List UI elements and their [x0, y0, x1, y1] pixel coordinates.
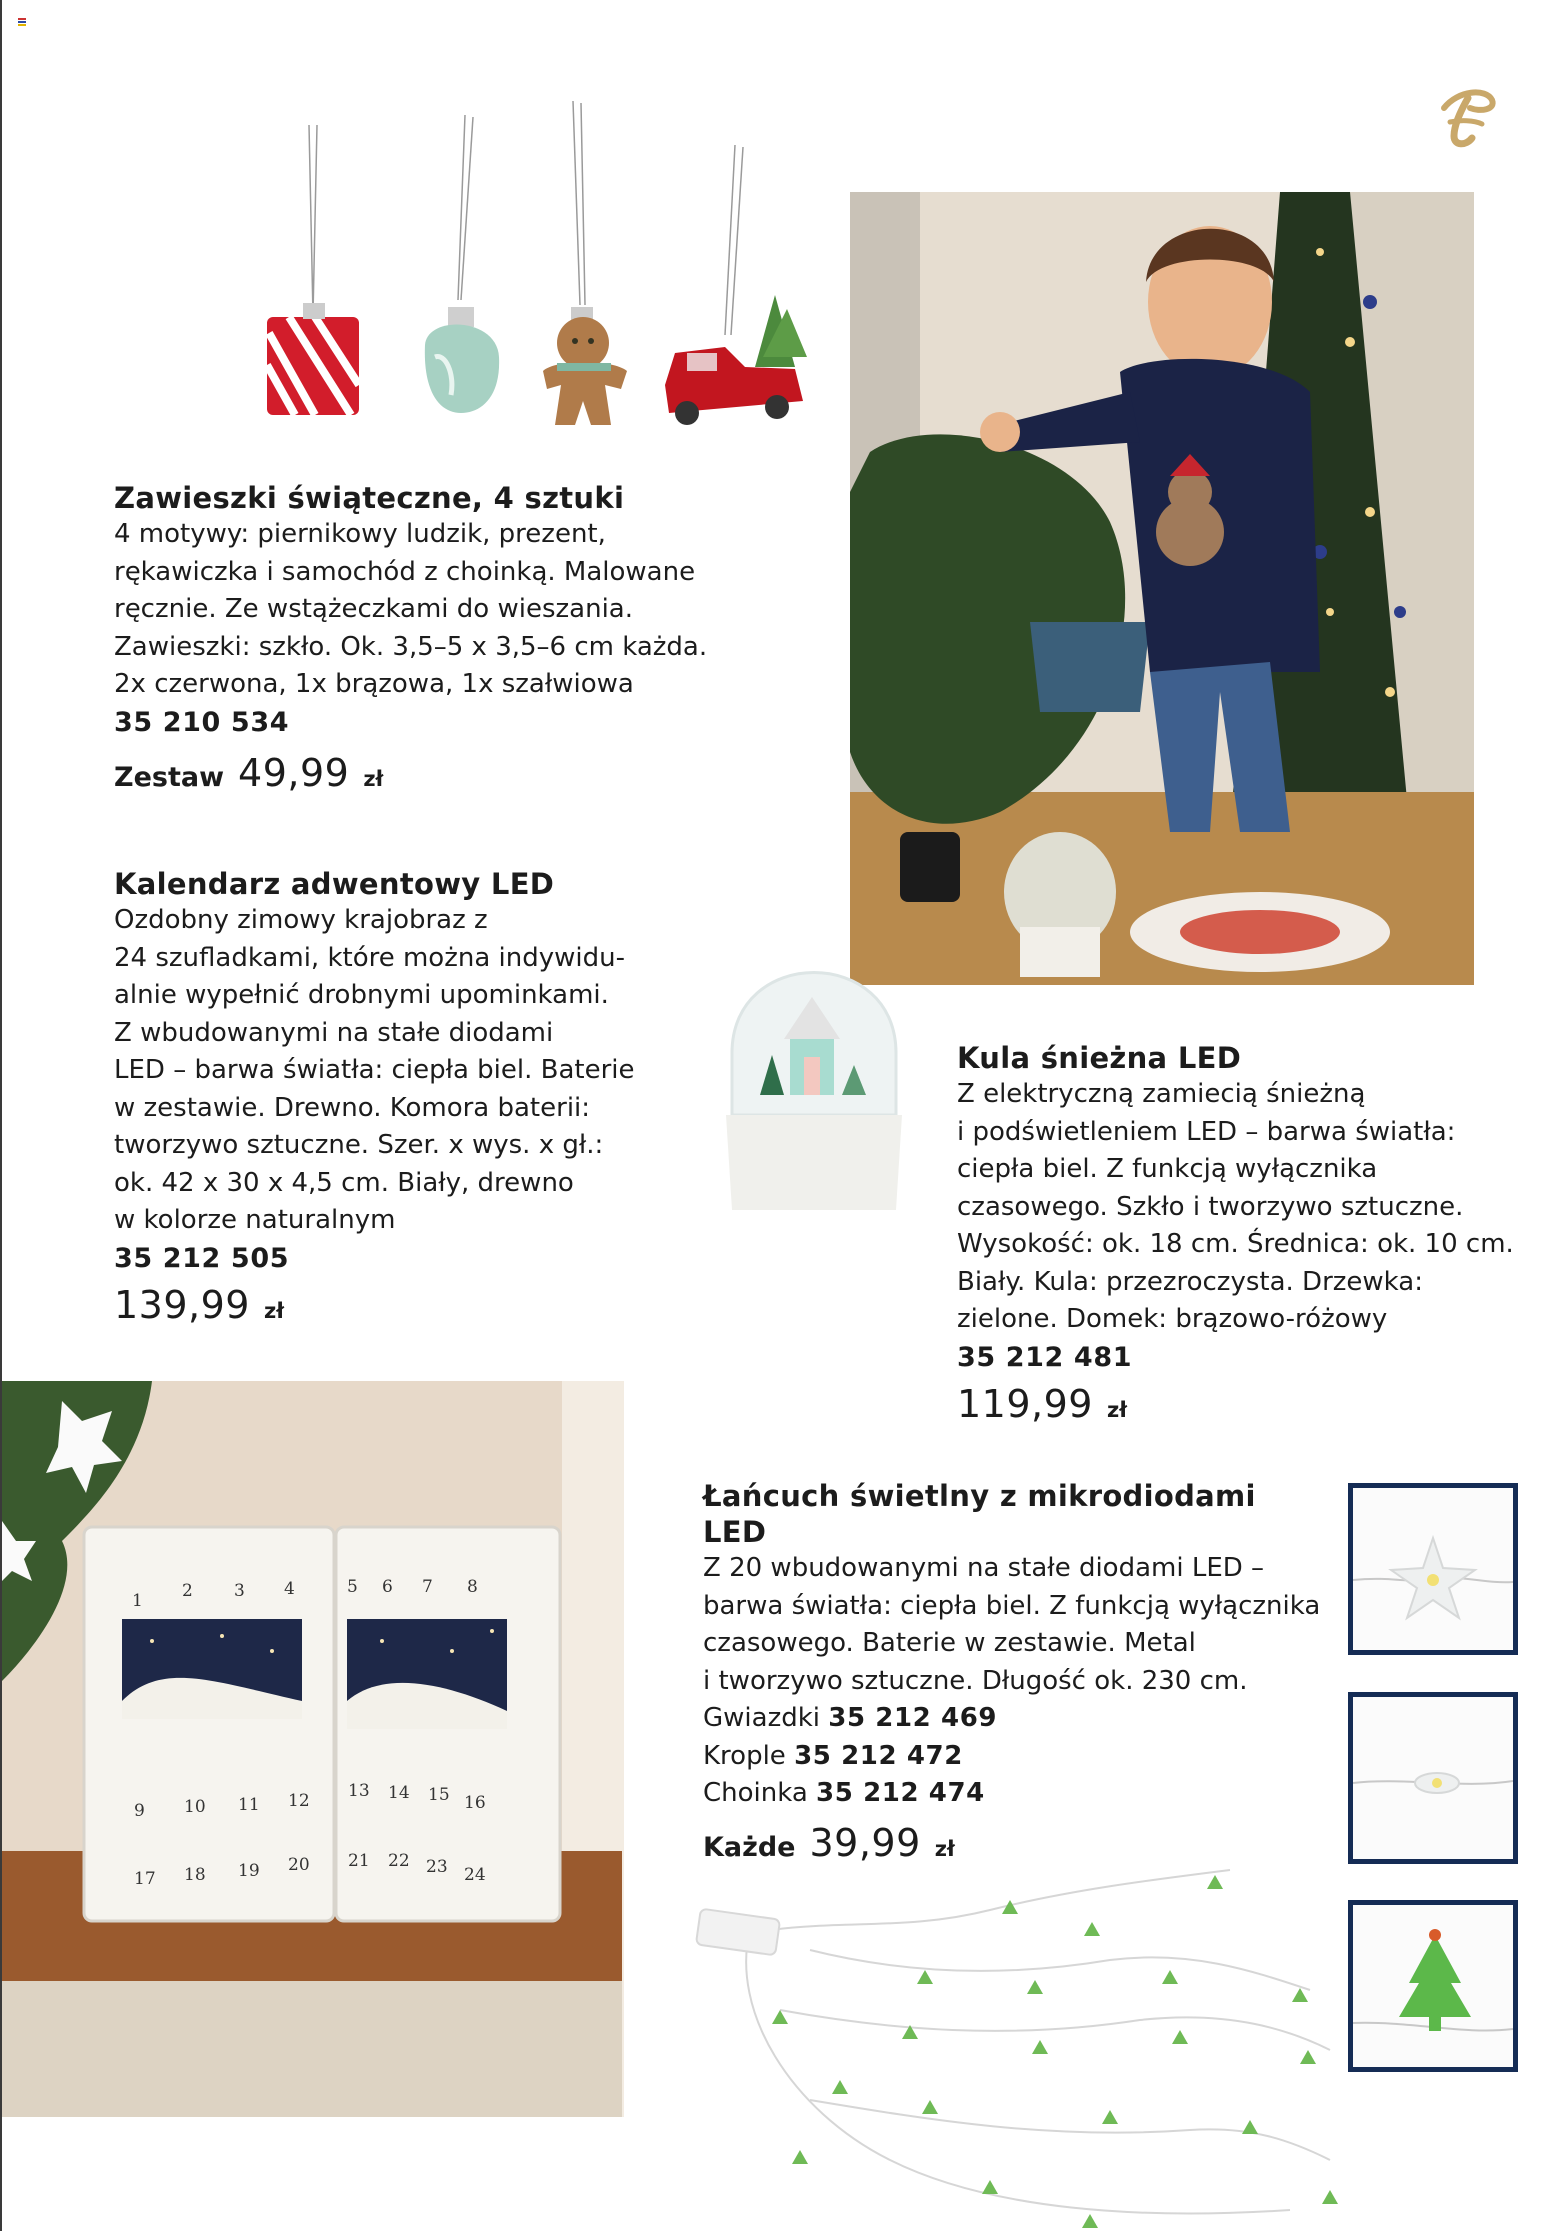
- description-line: Wysokość: ok. 18 cm. Średnica: ok. 10 cm.: [957, 1229, 1514, 1259]
- description-line: alnie wypełnić drobnymi upominkami.: [114, 980, 609, 1010]
- variant-label: Krople: [703, 1740, 786, 1771]
- description-line: zielone. Domek: brązowo-różowy: [957, 1304, 1388, 1334]
- product-description: [957, 1076, 1517, 1339]
- price-prefix: Każde: [703, 1831, 796, 1863]
- product-title: Zawieszki świąteczne, 4 sztuki: [114, 481, 625, 515]
- variant-code: 35 212 474: [816, 1778, 985, 1808]
- calendar-number: 1: [132, 1591, 143, 1611]
- product-code: 35 210 534: [114, 706, 290, 738]
- variant-choinka: [703, 1775, 1323, 1813]
- price-currency: zł: [363, 766, 384, 791]
- calendar-number: 15: [428, 1785, 450, 1805]
- price-currency: zł: [934, 1836, 955, 1861]
- light-chain-image: [690, 1810, 1350, 2231]
- calendar-number: 3: [234, 1581, 245, 1601]
- calendar-number: 6: [382, 1577, 393, 1597]
- product-code: 35 212 481: [957, 1341, 1133, 1373]
- calendar-number: 22: [388, 1851, 410, 1871]
- description-line: Z 20 wbudowanymi na stałe diodami LED –: [703, 1553, 1265, 1583]
- variant-thumb-drop: [1348, 1692, 1518, 1864]
- calendar-number: 12: [288, 1791, 310, 1811]
- car-ornament: [665, 295, 807, 425]
- variant-thumb-tree: [1348, 1900, 1518, 2072]
- price-row: [957, 1382, 1517, 1426]
- variant-gwiazdki: [703, 1700, 1323, 1738]
- description-line: Z wbudowanymi na stałe diodami: [114, 1017, 554, 1048]
- description-line: barwa światła: ciepła biel. Z funkcją wyłącznika: [703, 1590, 1321, 1621]
- variant-thumb-star: [1348, 1483, 1518, 1655]
- description-line: 2x czerwona, 1x brązowa, 1x szałwiowa: [114, 669, 634, 699]
- variant-label: Choinka: [703, 1778, 808, 1808]
- product-light-chain: [703, 1478, 1323, 1865]
- description-line: i podświetleniem LED – barwa światła:: [957, 1116, 1456, 1147]
- product-title: Kula śnieżna LED: [957, 1041, 1242, 1075]
- calendar-number: 18: [184, 1865, 206, 1885]
- calendar-number: 5: [347, 1577, 358, 1597]
- description-line: LED – barwa światła: ciepła biel. Baterie: [114, 1055, 635, 1085]
- calendar-number: 23: [426, 1857, 448, 1877]
- calendar-number: 14: [388, 1783, 410, 1803]
- description-line: Zawieszki: szkło. Ok. 3,5–5 x 3,5–6 cm każda.: [114, 631, 708, 662]
- price-currency: zł: [1106, 1397, 1127, 1422]
- calendar-number: 10: [184, 1797, 206, 1817]
- calendar-number: 24: [464, 1865, 486, 1885]
- calendar-number: 20: [288, 1855, 310, 1875]
- description-line: rękawiczka i samochód z choinką. Malowane: [114, 556, 696, 587]
- description-line: czasowego. Szkło i tworzywo sztuczne.: [957, 1191, 1464, 1222]
- product-code: 35 212 505: [114, 1242, 290, 1274]
- description-line: ciepła biel. Z funkcją wyłącznika: [957, 1154, 1378, 1184]
- calendar-number: 11: [238, 1795, 260, 1815]
- price-value: 49,99: [238, 750, 350, 795]
- price-value: 39,99: [809, 1820, 921, 1865]
- calendar-number: 16: [464, 1793, 486, 1813]
- calendar-number: 8: [467, 1577, 478, 1597]
- star-light-icon: [1353, 1488, 1513, 1650]
- price-currency: zł: [263, 1298, 284, 1323]
- description-line: ręcznie. Ze wstążeczkami do wieszania.: [114, 594, 633, 624]
- variant-krople: [703, 1738, 1323, 1776]
- calendar-number: 19: [238, 1861, 260, 1881]
- snow-globe-image: [720, 885, 910, 1215]
- calendar-number: 4: [284, 1579, 295, 1599]
- calendar-number: 21: [348, 1851, 370, 1871]
- description-line: Ozdobny zimowy krajobraz z: [114, 905, 488, 935]
- variant-code: 35 212 469: [828, 1703, 998, 1733]
- calendar-number: 7: [422, 1577, 433, 1597]
- description-line: 4 motywy: piernikowy ludzik, prezent,: [114, 519, 606, 549]
- description-line: Z elektryczną zamiecią śnieżną: [957, 1079, 1366, 1109]
- product-ornaments: [114, 480, 714, 795]
- calendar-number: 2: [182, 1581, 193, 1601]
- calendar-number: 17: [134, 1869, 156, 1889]
- description-line: w kolorze naturalnym: [114, 1205, 396, 1235]
- description-line: w zestawie. Drewno. Komora baterii:: [114, 1092, 591, 1123]
- calendar-number: 9: [134, 1801, 145, 1821]
- variant-code: 35 212 472: [794, 1740, 963, 1771]
- product-description: [114, 516, 714, 704]
- price-row: [114, 1283, 734, 1327]
- gift-ornament: [267, 303, 359, 415]
- description-line: 24 szufladkami, które można indywidu-: [114, 942, 625, 973]
- tree-light-icon: [1353, 1905, 1513, 2067]
- product-description: [114, 902, 734, 1240]
- product-advent-calendar: [114, 866, 734, 1327]
- mitten-ornament: [425, 307, 499, 413]
- boy-decorating-tree-photo: [850, 192, 1474, 985]
- flag-mark: [18, 18, 26, 26]
- description-line: Biały. Kula: przezroczysta. Drzewka:: [957, 1266, 1423, 1297]
- calendar-numbers: [2, 1381, 624, 2117]
- product-description: [703, 1550, 1323, 1700]
- price-row: [114, 751, 714, 795]
- drop-light-icon: [1353, 1697, 1513, 1859]
- description-line: i tworzywo sztuczne. Długość ok. 230 cm.: [703, 1665, 1248, 1696]
- gingerbread-ornament: [543, 307, 627, 425]
- product-title: Kalendarz adwentowy LED: [114, 867, 555, 901]
- description-line: czasowego. Baterie w zestawie. Metal: [703, 1628, 1196, 1658]
- variant-label: Gwiazdki: [703, 1703, 820, 1733]
- description-line: tworzywo sztuczne. Szer. x wys. x gł.:: [114, 1130, 604, 1160]
- price-prefix: Zestaw: [114, 761, 225, 793]
- product-title: Łańcuch świetlny z mikrodiodami LED: [703, 1479, 1256, 1549]
- ornaments-image: [255, 95, 815, 455]
- tchibo-logo-icon: [1430, 82, 1500, 150]
- product-snow-globe: [957, 1040, 1517, 1426]
- price-value: 139,99: [114, 1282, 250, 1327]
- calendar-number: 13: [348, 1781, 370, 1801]
- description-line: ok. 42 x 30 x 4,5 cm. Biały, drewno: [114, 1167, 574, 1198]
- price-value: 119,99: [957, 1381, 1093, 1426]
